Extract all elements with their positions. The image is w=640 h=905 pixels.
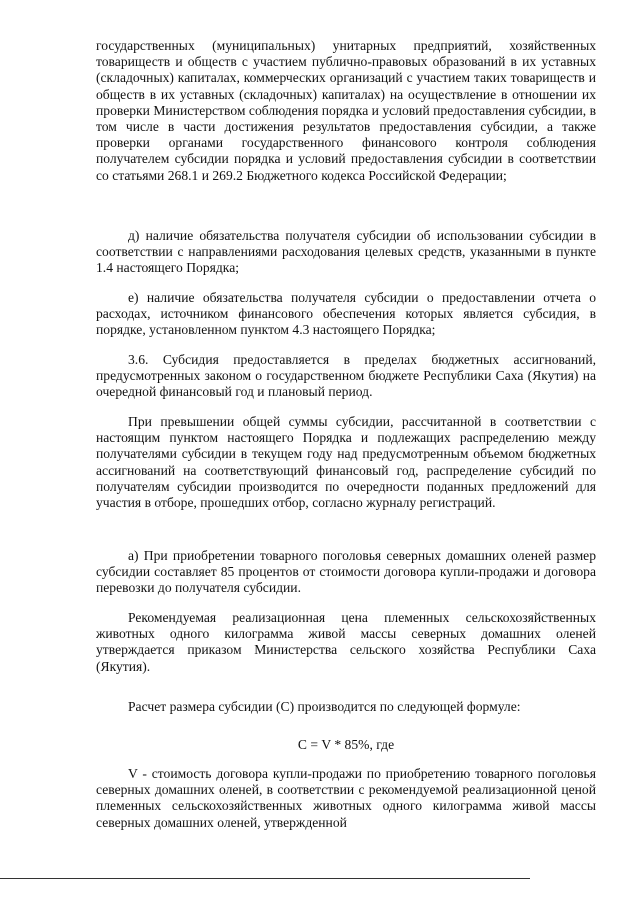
formula: С = V * 85%, где — [297, 737, 395, 752]
paragraph-excess: При превышении общей суммы субсидии, рассчитанной в соответствии с настоящим пунктом настоящего Порядка и подлежащих распределению между получателями субсидии в текущем году над предусмотренным объемом бюджетных ассигнований на соответствующий финансовый год, распределение субсидий по получателям субсидии производится по очередности поданных предложений для участия в отборе, прошедших отбор, согласно журналу регистраций. — [96, 414, 596, 511]
paragraph-calculation: Расчет размера субсидии (С) производится по следующей формуле: — [128, 699, 521, 714]
paragraph-item-a: а) При приобретении товарного поголовья северных домашних оленей размер субсидии составляет 85 процентов от стоимости договора купли-продажи и договора перевозки до получателя субсидии. — [96, 548, 596, 596]
paragraph-v-definition: V - стоимость договора купли-продажи по приобретению товарного поголовья северных домашних оленей, в соответствии с рекомендуемой реализационной ценой племенных сельскохозяйственных животных одного килограмма живой массы северных домашних оленей, утвержденной — [96, 766, 596, 830]
paragraph-3-6: 3.6. Субсидия предоставляется в пределах бюджетных ассигнований, предусмотренных законом о государственном бюджете Республики Саха (Якутия) на очередной финансовый год и плановый период. — [96, 352, 596, 400]
paragraph-item-e: е) наличие обязательства получателя субсидии о предоставлении отчета о расходах, источником финансового обеспечения которых является субсидия, в порядке, установленном пунктом 4.3 настоящего Порядка; — [96, 290, 596, 338]
paragraph-recommended-price: Рекомендуемая реализационная цена племенных сельскохозяйственных животных одного килограмма живой массы северных домашних оленей утверждается приказом Министерства сельского хозяйства Республики Саха (Якутия). — [96, 610, 596, 674]
paragraph-continuation: государственных (муниципальных) унитарных предприятий, хозяйственных товариществ и обществ с участием публично-правовых образований в их уставных (складочных) капиталах, коммерческих организаций с участием таких товариществ и обществ в их уставных (складочных) капиталах) на осуществление в отношении их проверки Министерством соблюдения порядка и условий предоставления субсидии, в том числе в части достижения результатов предоставления субсидии, а также проверки органами государственного финансового контроля соблюдения получателем субсидии порядка и условий предоставления субсидии в соответствии со статьями 268.1 и 269.2 Бюджетного кодекса Российской Федерации; — [96, 38, 596, 183]
paragraph-item-d: д) наличие обязательства получателя субсидии об использовании субсидии в соответствии с направлениями расходования целевых средств, указанными в пункте 1.4 настоящего Порядка; — [96, 228, 596, 276]
footer-rule — [0, 878, 530, 879]
